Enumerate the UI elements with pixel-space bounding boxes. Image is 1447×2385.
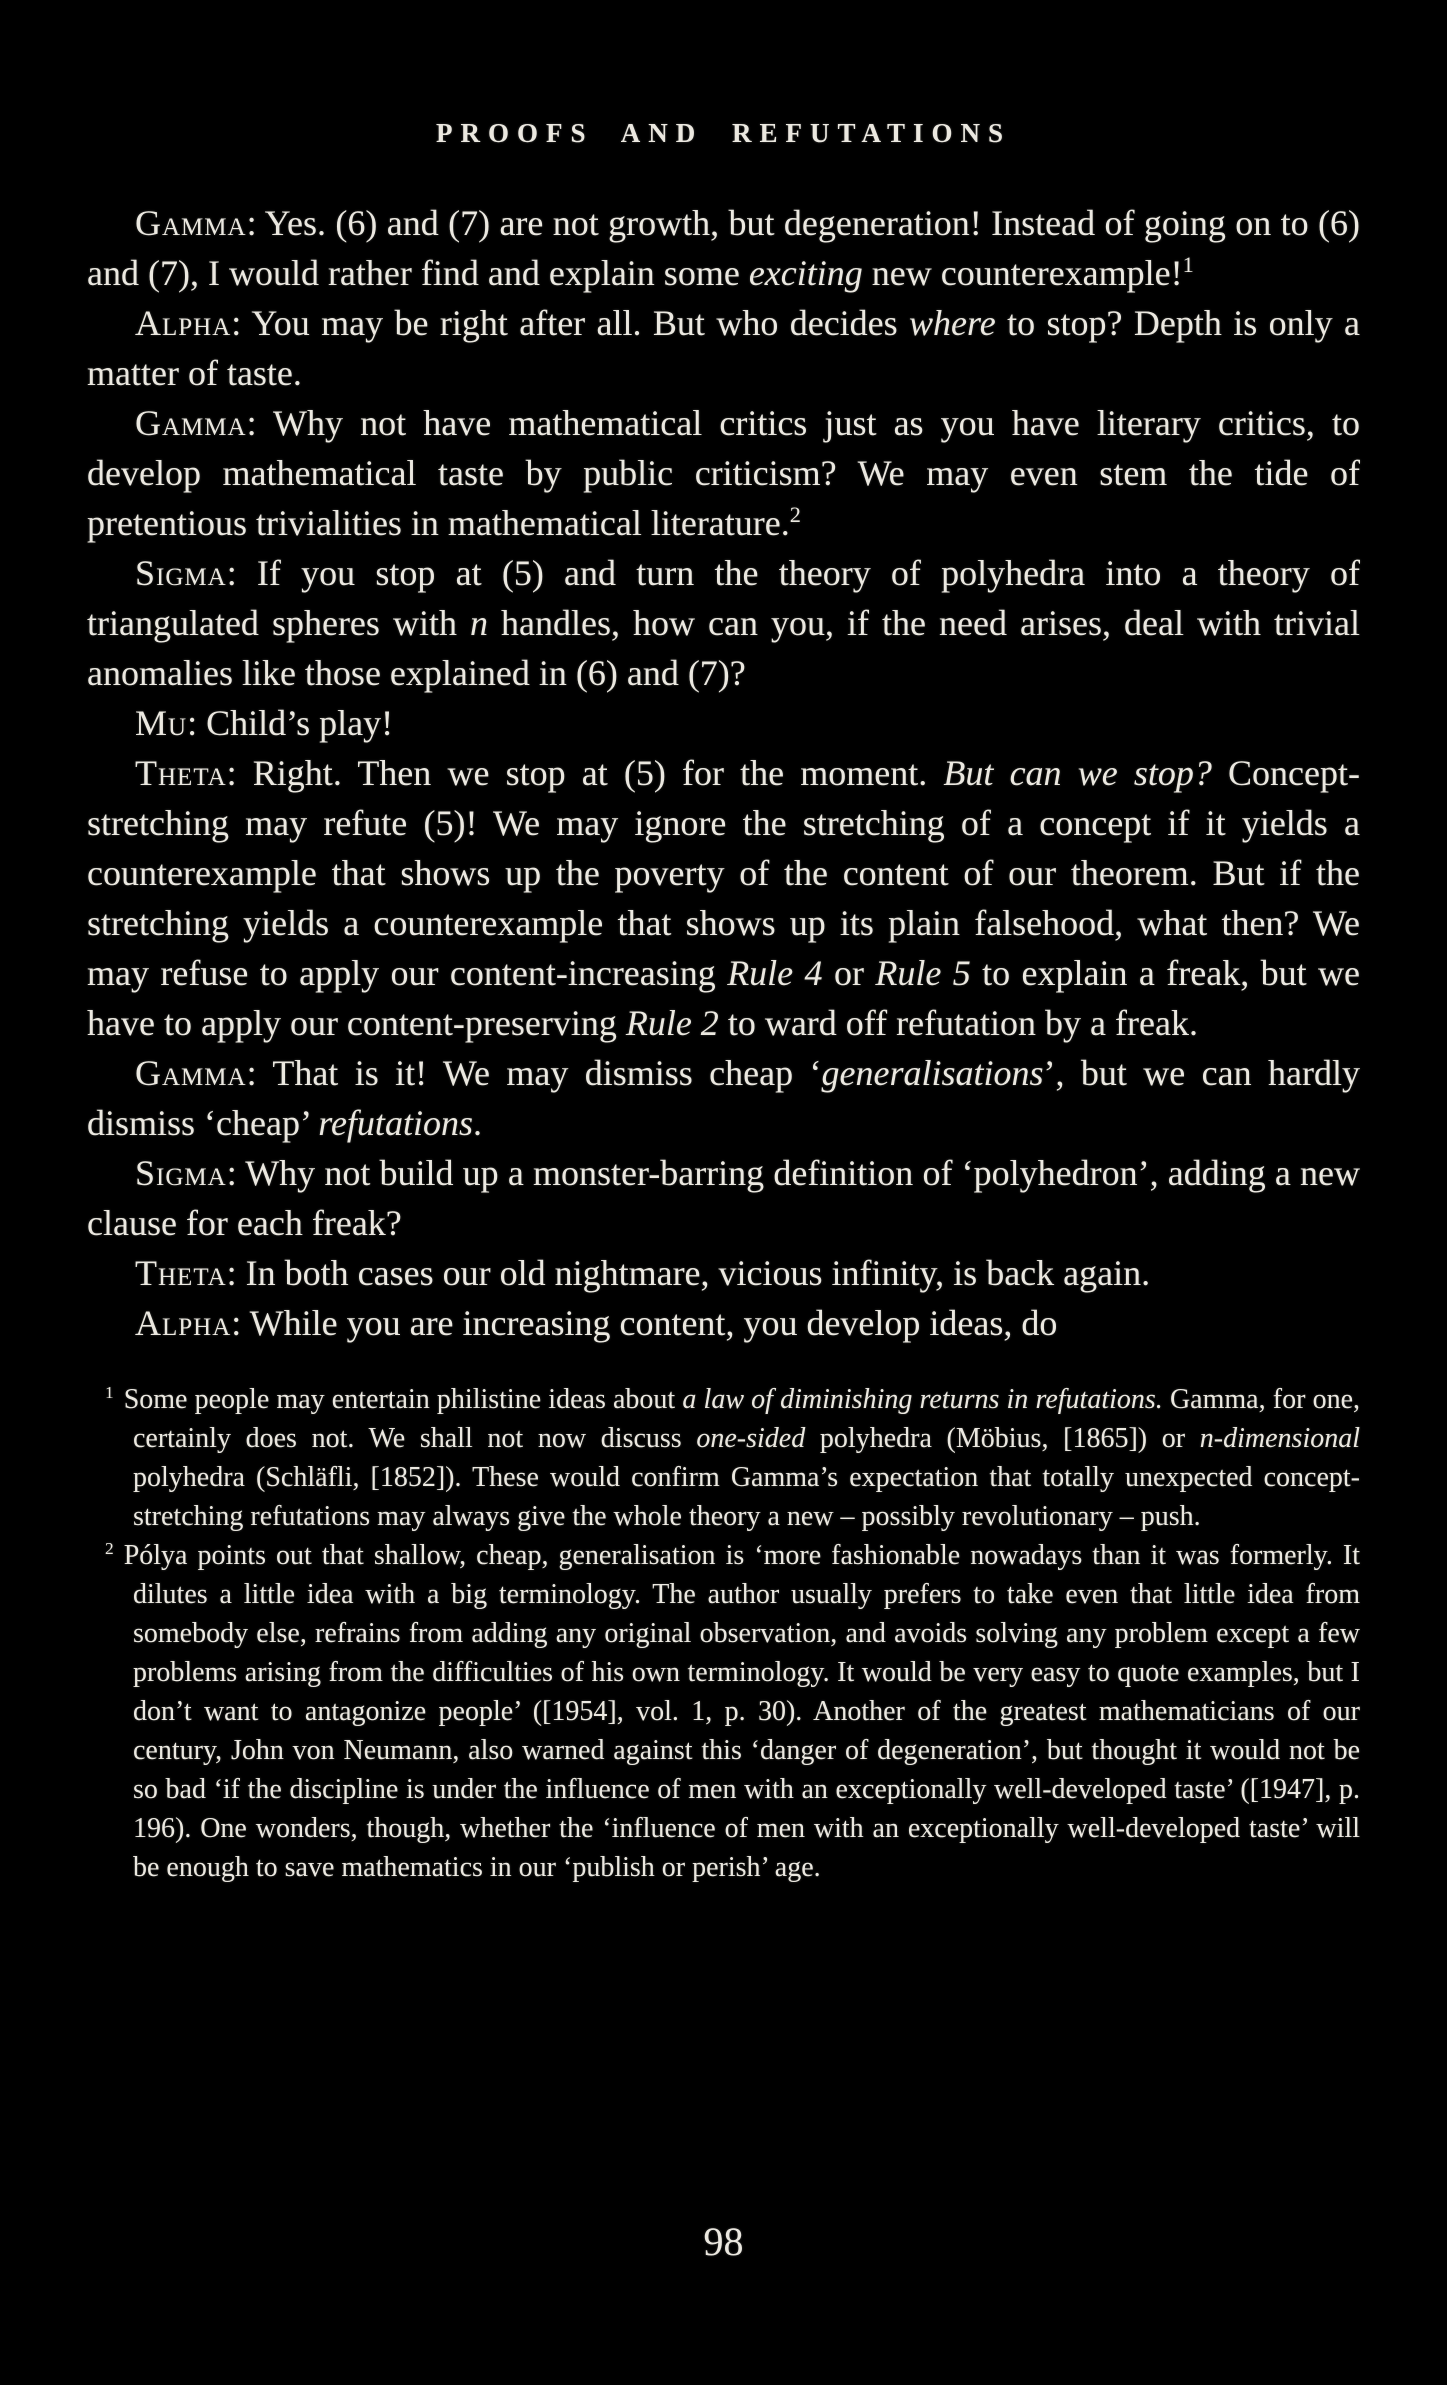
running-header: PROOFS AND REFUTATIONS bbox=[435, 118, 1012, 148]
footnote-marker: 1 bbox=[105, 1382, 114, 1402]
text-run: : Why not have mathematical critics just as you have literary critics, to develop mathematical taste by public criticism? We may even stem the tide of pretentious trivialities in mathematical literature. bbox=[87, 403, 1360, 543]
speaker-name: Gamma bbox=[135, 403, 247, 443]
text-run: : In both cases our old nightmare, vicious infinity, is back again. bbox=[226, 1253, 1151, 1293]
speaker-name: Theta bbox=[135, 1253, 227, 1293]
dialogue-paragraph bbox=[87, 1248, 1360, 1298]
footnote bbox=[105, 1536, 1360, 1887]
dialogue-paragraph bbox=[87, 398, 1360, 548]
italic-text-run: a law of diminishing returns in refutations. bbox=[682, 1384, 1163, 1415]
page-number: 98 bbox=[703, 2219, 744, 2264]
text-run: Some people may entertain philistine ideas about bbox=[123, 1384, 683, 1415]
text-run: Gamma, for one, certainly does not. We shall not now discuss bbox=[133, 1384, 1360, 1454]
dialogue-paragraph bbox=[87, 748, 1360, 1048]
text-run: to ward off refutation by a freak. bbox=[718, 1003, 1198, 1043]
italic-text-run: generalisations bbox=[821, 1053, 1044, 1093]
text-run: or bbox=[822, 953, 876, 993]
dialogue-paragraph bbox=[87, 1298, 1360, 1348]
italic-text-run: n bbox=[469, 603, 488, 643]
italic-text-run: exciting bbox=[748, 253, 863, 293]
italic-text-run: Rule 4 bbox=[727, 953, 823, 993]
footnote-reference: 2 bbox=[789, 502, 801, 527]
dialogue-paragraph bbox=[87, 548, 1360, 698]
footnote bbox=[105, 1380, 1360, 1536]
text-run: to explain a freak, but we have to apply our content-preserving bbox=[87, 953, 1360, 1043]
italic-text-run: n-dimensional bbox=[1199, 1423, 1361, 1454]
speaker-name: Theta bbox=[135, 753, 227, 793]
dialogue-paragraph bbox=[87, 1048, 1360, 1148]
speaker-name: Sigma bbox=[135, 553, 227, 593]
text-run: : Child’s play! bbox=[187, 703, 394, 743]
speaker-name: Gamma bbox=[135, 1053, 247, 1093]
text-run: new counterexample! bbox=[862, 253, 1183, 293]
speaker-name: Alpha bbox=[135, 1303, 232, 1343]
text-run: : If you stop at (5) and turn the theory of polyhedra into a theory of triangulated spheres with bbox=[87, 553, 1360, 643]
speaker-name: Sigma bbox=[135, 1153, 227, 1193]
text-run: : While you are increasing content, you develop ideas, do bbox=[231, 1303, 1058, 1343]
italic-text-run: Rule 5 bbox=[875, 953, 971, 993]
text-run: : Why not build up a monster-barring definition of ‘polyhedron’, adding a new clause for each freak? bbox=[87, 1153, 1360, 1243]
text-run: ’, but we can hardly dismiss ‘cheap’ bbox=[87, 1053, 1360, 1143]
text-run: polyhedra (Möbius, [1865]) or bbox=[805, 1423, 1200, 1454]
text-run: Concept-stretching may refute (5)! We may ignore the stretching of a concept if it yields a counterexample that shows up the poverty of the content of our theorem. But if the stretching yields a counterexample that shows up its plain falsehood, what then? We may refuse to apply our content-increasing bbox=[87, 753, 1360, 993]
text-run: : You may be right after all. But who decides bbox=[231, 303, 910, 343]
text-run: : That is it! We may dismiss cheap ‘ bbox=[246, 1053, 822, 1093]
text-run: . bbox=[472, 1103, 482, 1143]
dialogue-paragraph bbox=[87, 298, 1360, 398]
speaker-name: Alpha bbox=[135, 303, 232, 343]
italic-text-run: refutations bbox=[318, 1103, 473, 1143]
italic-text-run: Rule 2 bbox=[625, 1003, 719, 1043]
italic-text-run: one-sided bbox=[696, 1423, 806, 1454]
text-run: Pólya points out that shallow, cheap, generalisation is ‘more fashionable nowadays than it was formerly. It dilutes a little idea with a big terminology. The author usually prefers to take even that little idea from somebody else, refrains from adding any original observation, and avoids solving any problem except a few problems arising from the difficulties of his own terminology. It would be very easy to quote examples, but I don’t want to antagonize people’ ([1954], vol. 1, p. 30). Another of the greatest mathematicians of our century, John von Neumann, also warned against this ‘danger of degeneration’, but thought it would not be so bad ‘if the discipline is under the influence of men with an exceptionally well-developed taste’ ([1947], p. 196). One wonders, though, whether the ‘influence of men with an exceptionally well-developed taste’ will be enough to save mathematics in our ‘publish or perish’ age. bbox=[123, 1540, 1360, 1883]
italic-text-run: But can we stop? bbox=[943, 753, 1212, 793]
dialogue-paragraph bbox=[87, 198, 1360, 298]
text-run: polyhedra (Schläfli, [1852]). These would confirm Gamma’s expectation that totally unexpected concept-stretching refutations may always give the whole theory a new – possibly revolutionary – push. bbox=[133, 1462, 1360, 1532]
dialogue-text bbox=[87, 198, 1360, 1348]
speaker-name: Mu bbox=[135, 703, 188, 743]
footnote-marker: 2 bbox=[105, 1538, 114, 1558]
text-run: : Right. Then we stop at (5) for the moment. bbox=[226, 753, 944, 793]
italic-text-run: where bbox=[909, 303, 996, 343]
footnote-reference: 1 bbox=[1182, 252, 1194, 277]
speaker-name: Gamma bbox=[135, 203, 247, 243]
dialogue-paragraph bbox=[87, 1148, 1360, 1248]
text-run: : Yes. (6) and (7) are not growth, but degeneration! Instead of going on to (6) and (7), I would rather find and explain some bbox=[87, 203, 1360, 293]
footnotes-section bbox=[87, 1380, 1360, 1887]
dialogue-paragraph bbox=[87, 698, 1360, 748]
text-run: handles, how can you, if the need arises, deal with trivial anomalies like those explained in (6) and (7)? bbox=[87, 603, 1360, 693]
text-run: to stop? Depth is only a matter of taste. bbox=[87, 303, 1360, 393]
